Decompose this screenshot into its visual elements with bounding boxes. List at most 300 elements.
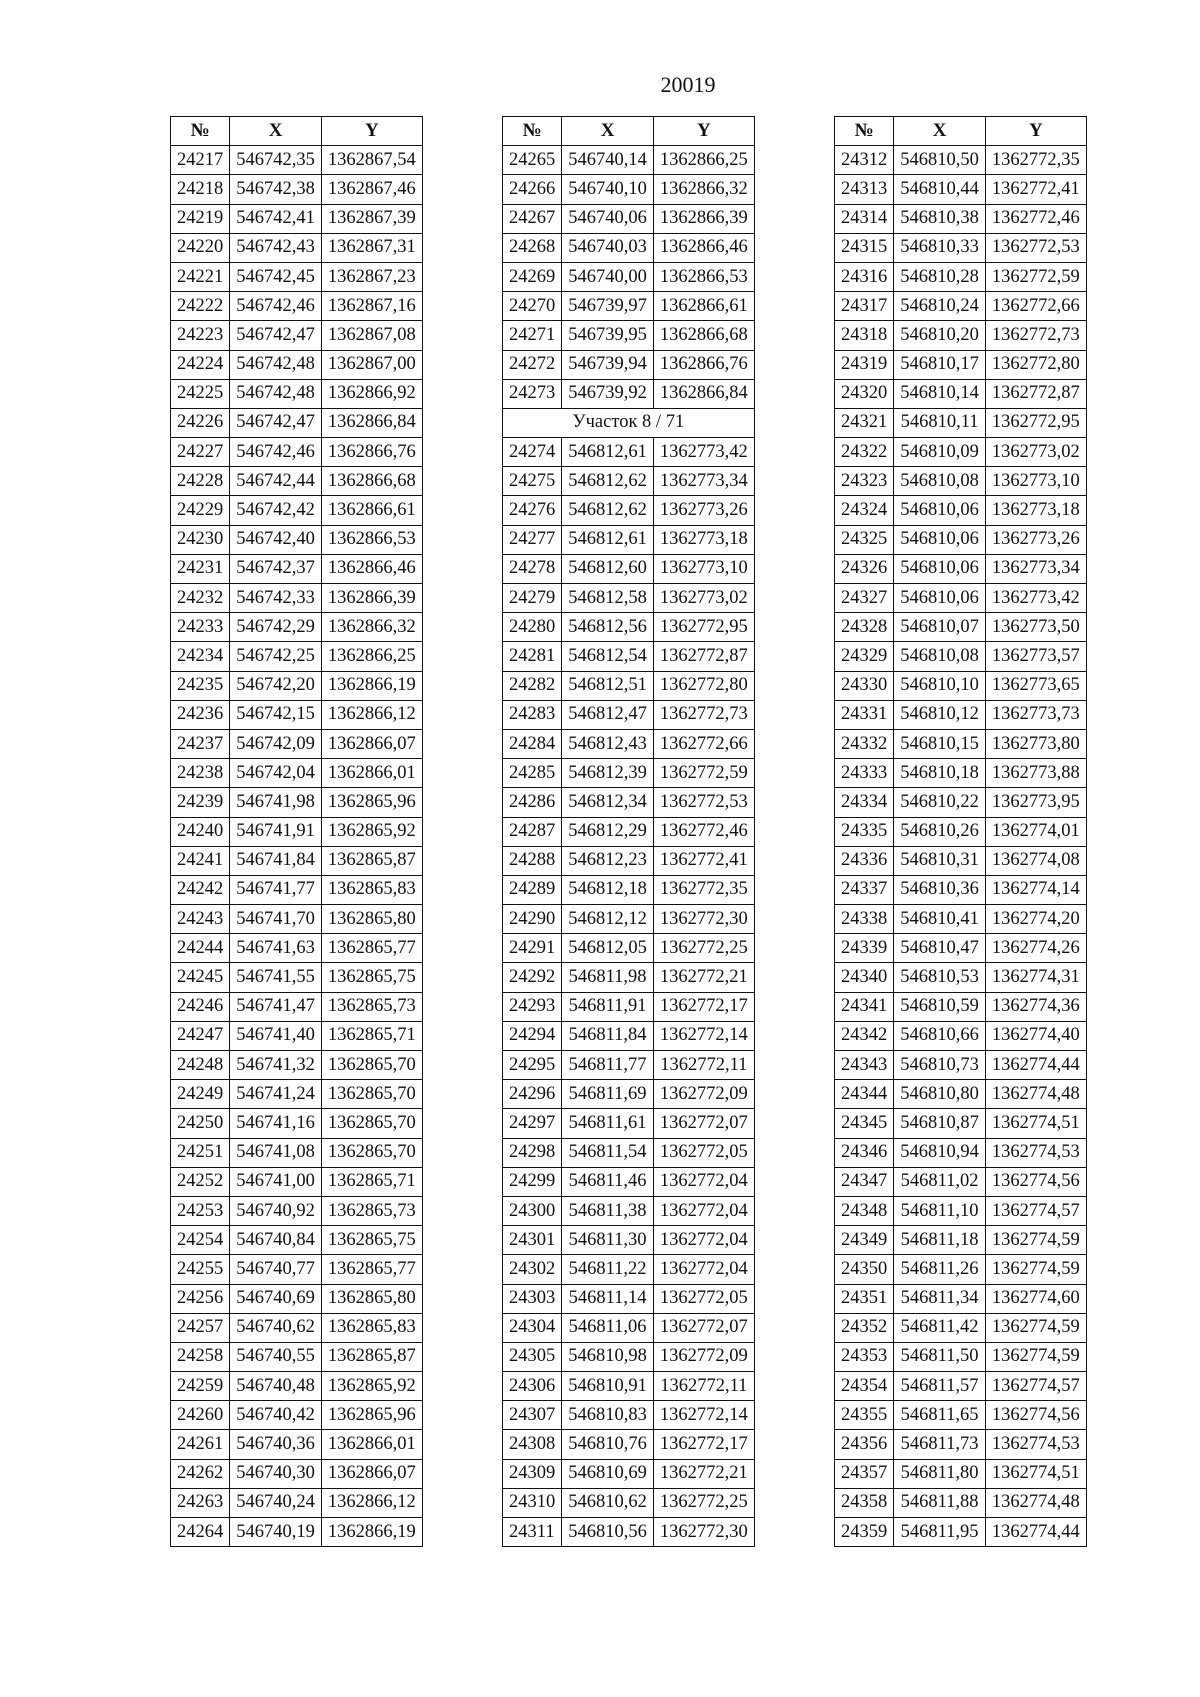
y-coordinate-cell: 1362865,73 (321, 992, 422, 1021)
table-row (171, 963, 423, 992)
table-row (835, 350, 1087, 379)
table-row (171, 438, 423, 467)
x-coordinate-cell: 546810,50 (894, 146, 986, 175)
table-row (835, 963, 1087, 992)
column-header-y: Y (321, 117, 422, 146)
y-coordinate-cell: 1362772,11 (653, 1372, 754, 1401)
point-number-cell: 24295 (503, 1051, 562, 1080)
table-row (171, 584, 423, 613)
table-row (171, 1080, 423, 1109)
table-row (503, 817, 755, 846)
y-coordinate-cell: 1362774,59 (985, 1313, 1086, 1342)
point-number-cell: 24278 (503, 554, 562, 583)
table-row (503, 525, 755, 554)
y-coordinate-cell: 1362772,59 (653, 759, 754, 788)
y-coordinate-cell: 1362866,61 (653, 292, 754, 321)
y-coordinate-cell: 1362774,57 (985, 1372, 1086, 1401)
y-coordinate-cell: 1362772,41 (653, 846, 754, 875)
x-coordinate-cell: 546810,12 (894, 700, 986, 729)
x-coordinate-cell: 546812,56 (562, 613, 654, 642)
point-number-cell: 24300 (503, 1196, 562, 1225)
y-coordinate-cell: 1362866,32 (653, 175, 754, 204)
y-coordinate-cell: 1362772,11 (653, 1051, 754, 1080)
table-row (503, 613, 755, 642)
point-number-cell: 24311 (503, 1518, 562, 1547)
point-number-cell: 24355 (835, 1401, 894, 1430)
point-number-cell: 24338 (835, 905, 894, 934)
y-coordinate-cell: 1362772,14 (653, 1021, 754, 1050)
y-coordinate-cell: 1362865,87 (321, 846, 422, 875)
table-row (503, 262, 755, 291)
table-row (503, 1313, 755, 1342)
x-coordinate-cell: 546811,50 (894, 1342, 986, 1371)
x-coordinate-cell: 546742,40 (230, 525, 322, 554)
table-row (503, 788, 755, 817)
y-coordinate-cell: 1362866,84 (653, 379, 754, 408)
y-coordinate-cell: 1362772,09 (653, 1342, 754, 1371)
y-coordinate-cell: 1362772,35 (985, 146, 1086, 175)
table-row (835, 379, 1087, 408)
table-row (835, 1342, 1087, 1371)
table-row (171, 729, 423, 758)
y-coordinate-cell: 1362772,95 (985, 408, 1086, 437)
point-number-cell: 24304 (503, 1313, 562, 1342)
x-coordinate-cell: 546812,39 (562, 759, 654, 788)
y-coordinate-cell: 1362774,14 (985, 875, 1086, 904)
table-row (171, 321, 423, 350)
table-row (503, 1080, 755, 1109)
point-number-cell: 24345 (835, 1109, 894, 1138)
x-coordinate-cell: 546811,95 (894, 1518, 986, 1547)
point-number-cell: 24336 (835, 846, 894, 875)
y-coordinate-cell: 1362774,53 (985, 1430, 1086, 1459)
table-row (835, 554, 1087, 583)
table-row (503, 496, 755, 525)
point-number-cell: 24273 (503, 379, 562, 408)
point-number-cell: 24350 (835, 1255, 894, 1284)
x-coordinate-cell: 546742,48 (230, 350, 322, 379)
y-coordinate-cell: 1362774,59 (985, 1342, 1086, 1371)
x-coordinate-cell: 546741,24 (230, 1080, 322, 1109)
table-row (171, 1255, 423, 1284)
y-coordinate-cell: 1362865,87 (321, 1342, 422, 1371)
x-coordinate-cell: 546740,30 (230, 1459, 322, 1488)
point-number-cell: 24359 (835, 1518, 894, 1547)
table-row (171, 1372, 423, 1401)
table-row (171, 817, 423, 846)
table-row (503, 584, 755, 613)
x-coordinate-cell: 546810,17 (894, 350, 986, 379)
table-row (835, 525, 1087, 554)
y-coordinate-cell: 1362866,39 (321, 584, 422, 613)
point-number-cell: 24226 (171, 408, 230, 437)
y-coordinate-cell: 1362772,87 (985, 379, 1086, 408)
y-coordinate-cell: 1362866,46 (321, 554, 422, 583)
table-row (835, 204, 1087, 233)
x-coordinate-cell: 546742,09 (230, 729, 322, 758)
table-row (503, 438, 755, 467)
y-coordinate-cell: 1362865,80 (321, 1284, 422, 1313)
x-coordinate-cell: 546741,98 (230, 788, 322, 817)
x-coordinate-cell: 546811,10 (894, 1196, 986, 1225)
point-number-cell: 24291 (503, 934, 562, 963)
point-number-cell: 24307 (503, 1401, 562, 1430)
point-number-cell: 24223 (171, 321, 230, 350)
table-row (503, 642, 755, 671)
x-coordinate-cell: 546810,69 (562, 1459, 654, 1488)
point-number-cell: 24299 (503, 1167, 562, 1196)
table-row (503, 1372, 755, 1401)
x-coordinate-cell: 546811,80 (894, 1459, 986, 1488)
point-number-cell: 24282 (503, 671, 562, 700)
table-row (171, 408, 423, 437)
y-coordinate-cell: 1362773,10 (653, 554, 754, 583)
x-coordinate-cell: 546812,18 (562, 875, 654, 904)
table-row (503, 554, 755, 583)
x-coordinate-cell: 546810,56 (562, 1518, 654, 1547)
point-number-cell: 24245 (171, 963, 230, 992)
point-number-cell: 24315 (835, 233, 894, 262)
y-coordinate-cell: 1362867,00 (321, 350, 422, 379)
table-row (503, 1488, 755, 1517)
y-coordinate-cell: 1362866,19 (321, 1518, 422, 1547)
point-number-cell: 24337 (835, 875, 894, 904)
x-coordinate-cell: 546810,09 (894, 438, 986, 467)
x-coordinate-cell: 546740,19 (230, 1518, 322, 1547)
point-number-cell: 24357 (835, 1459, 894, 1488)
table-row (171, 350, 423, 379)
point-number-cell: 24271 (503, 321, 562, 350)
x-coordinate-cell: 546742,37 (230, 554, 322, 583)
x-coordinate-cell: 546810,87 (894, 1109, 986, 1138)
table-body (835, 146, 1087, 1547)
point-number-cell: 24313 (835, 175, 894, 204)
y-coordinate-cell: 1362772,53 (985, 233, 1086, 262)
column-header-y: Y (653, 117, 754, 146)
x-coordinate-cell: 546810,53 (894, 963, 986, 992)
table-row (835, 846, 1087, 875)
point-number-cell: 24309 (503, 1459, 562, 1488)
point-number-cell: 24316 (835, 262, 894, 291)
y-coordinate-cell: 1362865,71 (321, 1021, 422, 1050)
point-number-cell: 24235 (171, 671, 230, 700)
y-coordinate-cell: 1362773,26 (985, 525, 1086, 554)
table-row (835, 700, 1087, 729)
point-number-cell: 24323 (835, 467, 894, 496)
y-coordinate-cell: 1362772,41 (985, 175, 1086, 204)
y-coordinate-cell: 1362773,02 (653, 584, 754, 613)
y-coordinate-cell: 1362865,77 (321, 1255, 422, 1284)
table-row (171, 525, 423, 554)
table-row (503, 729, 755, 758)
x-coordinate-cell: 546812,05 (562, 934, 654, 963)
table-row (503, 671, 755, 700)
coordinates-table-2 (502, 116, 755, 1547)
y-coordinate-cell: 1362772,87 (653, 642, 754, 671)
table-row (835, 1372, 1087, 1401)
table-row (835, 321, 1087, 350)
y-coordinate-cell: 1362773,18 (985, 496, 1086, 525)
y-coordinate-cell: 1362772,46 (985, 204, 1086, 233)
y-coordinate-cell: 1362865,70 (321, 1138, 422, 1167)
point-number-cell: 24328 (835, 613, 894, 642)
y-coordinate-cell: 1362774,59 (985, 1255, 1086, 1284)
x-coordinate-cell: 546812,12 (562, 905, 654, 934)
point-number-cell: 24252 (171, 1167, 230, 1196)
x-coordinate-cell: 546810,83 (562, 1401, 654, 1430)
x-coordinate-cell: 546810,07 (894, 613, 986, 642)
table-row (171, 642, 423, 671)
table-row (171, 204, 423, 233)
point-number-cell: 24248 (171, 1051, 230, 1080)
x-coordinate-cell: 546741,16 (230, 1109, 322, 1138)
x-coordinate-cell: 546810,94 (894, 1138, 986, 1167)
point-number-cell: 24310 (503, 1488, 562, 1517)
x-coordinate-cell: 546811,77 (562, 1051, 654, 1080)
y-coordinate-cell: 1362772,30 (653, 1518, 754, 1547)
x-coordinate-cell: 546742,45 (230, 262, 322, 291)
table-row (171, 1342, 423, 1371)
y-coordinate-cell: 1362772,05 (653, 1138, 754, 1167)
point-number-cell: 24334 (835, 788, 894, 817)
point-number-cell: 24239 (171, 788, 230, 817)
point-number-cell: 24284 (503, 729, 562, 758)
table-row (503, 1459, 755, 1488)
x-coordinate-cell: 546742,46 (230, 292, 322, 321)
y-coordinate-cell: 1362865,70 (321, 1051, 422, 1080)
point-number-cell: 24250 (171, 1109, 230, 1138)
x-coordinate-cell: 546811,26 (894, 1255, 986, 1284)
x-coordinate-cell: 546742,04 (230, 759, 322, 788)
y-coordinate-cell: 1362865,83 (321, 875, 422, 904)
y-coordinate-cell: 1362865,73 (321, 1196, 422, 1225)
point-number-cell: 24247 (171, 1021, 230, 1050)
table-row (171, 788, 423, 817)
table-row (171, 292, 423, 321)
point-number-cell: 24228 (171, 467, 230, 496)
x-coordinate-cell: 546741,00 (230, 1167, 322, 1196)
x-coordinate-cell: 546810,08 (894, 642, 986, 671)
point-number-cell: 24237 (171, 729, 230, 758)
x-coordinate-cell: 546741,40 (230, 1021, 322, 1050)
header-row (503, 117, 755, 146)
coordinates-table-3 (834, 116, 1087, 1547)
point-number-cell: 24308 (503, 1430, 562, 1459)
x-coordinate-cell: 546740,03 (562, 233, 654, 262)
table-row (835, 875, 1087, 904)
table-row (171, 379, 423, 408)
y-coordinate-cell: 1362774,40 (985, 1021, 1086, 1050)
table-row (835, 1459, 1087, 1488)
table-row (171, 262, 423, 291)
x-coordinate-cell: 546742,38 (230, 175, 322, 204)
y-coordinate-cell: 1362865,83 (321, 1313, 422, 1342)
point-number-cell: 24218 (171, 175, 230, 204)
point-number-cell: 24286 (503, 788, 562, 817)
table-row (835, 759, 1087, 788)
y-coordinate-cell: 1362773,73 (985, 700, 1086, 729)
table-row (171, 700, 423, 729)
table-row (835, 905, 1087, 934)
point-number-cell: 24320 (835, 379, 894, 408)
x-coordinate-cell: 546812,61 (562, 525, 654, 554)
table-row (171, 1021, 423, 1050)
x-coordinate-cell: 546812,58 (562, 584, 654, 613)
table-row (503, 759, 755, 788)
x-coordinate-cell: 546740,69 (230, 1284, 322, 1313)
table-row (171, 1430, 423, 1459)
x-coordinate-cell: 546811,91 (562, 992, 654, 1021)
table-row (171, 496, 423, 525)
y-coordinate-cell: 1362772,80 (985, 350, 1086, 379)
table-row (171, 1488, 423, 1517)
y-coordinate-cell: 1362866,53 (653, 262, 754, 291)
x-coordinate-cell: 546810,14 (894, 379, 986, 408)
y-coordinate-cell: 1362865,70 (321, 1080, 422, 1109)
x-coordinate-cell: 546740,84 (230, 1226, 322, 1255)
y-coordinate-cell: 1362866,61 (321, 496, 422, 525)
point-number-cell: 24292 (503, 963, 562, 992)
x-coordinate-cell: 546812,34 (562, 788, 654, 817)
x-coordinate-cell: 546741,91 (230, 817, 322, 846)
x-coordinate-cell: 546811,61 (562, 1109, 654, 1138)
point-number-cell: 24234 (171, 642, 230, 671)
point-number-cell: 24275 (503, 467, 562, 496)
y-coordinate-cell: 1362772,30 (653, 905, 754, 934)
x-coordinate-cell: 546810,31 (894, 846, 986, 875)
y-coordinate-cell: 1362867,31 (321, 233, 422, 262)
x-coordinate-cell: 546741,55 (230, 963, 322, 992)
point-number-cell: 24265 (503, 146, 562, 175)
table-row (835, 1080, 1087, 1109)
y-coordinate-cell: 1362773,34 (653, 467, 754, 496)
y-coordinate-cell: 1362866,07 (321, 1459, 422, 1488)
table-row (503, 146, 755, 175)
point-number-cell: 24331 (835, 700, 894, 729)
x-coordinate-cell: 546812,23 (562, 846, 654, 875)
table-row (503, 1109, 755, 1138)
y-coordinate-cell: 1362773,42 (985, 584, 1086, 613)
x-coordinate-cell: 546810,36 (894, 875, 986, 904)
point-number-cell: 24327 (835, 584, 894, 613)
header-row (171, 117, 423, 146)
table-row (171, 1284, 423, 1313)
point-number-cell: 24241 (171, 846, 230, 875)
table-row (503, 379, 755, 408)
y-coordinate-cell: 1362773,50 (985, 613, 1086, 642)
table-row (171, 875, 423, 904)
y-coordinate-cell: 1362774,53 (985, 1138, 1086, 1167)
x-coordinate-cell: 546741,70 (230, 905, 322, 934)
x-coordinate-cell: 546740,24 (230, 1488, 322, 1517)
x-coordinate-cell: 546740,10 (562, 175, 654, 204)
point-number-cell: 24352 (835, 1313, 894, 1342)
column-header-x: X (894, 117, 986, 146)
x-coordinate-cell: 546812,51 (562, 671, 654, 700)
y-coordinate-cell: 1362772,14 (653, 1401, 754, 1430)
point-number-cell: 24294 (503, 1021, 562, 1050)
y-coordinate-cell: 1362772,21 (653, 963, 754, 992)
point-number-cell: 24217 (171, 146, 230, 175)
y-coordinate-cell: 1362772,80 (653, 671, 754, 700)
x-coordinate-cell: 546740,92 (230, 1196, 322, 1225)
y-coordinate-cell: 1362866,92 (321, 379, 422, 408)
point-number-cell: 24263 (171, 1488, 230, 1517)
y-coordinate-cell: 1362867,46 (321, 175, 422, 204)
y-coordinate-cell: 1362865,70 (321, 1109, 422, 1138)
x-coordinate-cell: 546811,98 (562, 963, 654, 992)
x-coordinate-cell: 546742,46 (230, 438, 322, 467)
table-row (503, 1196, 755, 1225)
x-coordinate-cell: 546740,14 (562, 146, 654, 175)
point-number-cell: 24335 (835, 817, 894, 846)
table-row (171, 1459, 423, 1488)
table-row (835, 613, 1087, 642)
point-number-cell: 24344 (835, 1080, 894, 1109)
x-coordinate-cell: 546812,29 (562, 817, 654, 846)
point-number-cell: 24269 (503, 262, 562, 291)
table-row (503, 233, 755, 262)
point-number-cell: 24230 (171, 525, 230, 554)
table-row (503, 846, 755, 875)
table-row (835, 1313, 1087, 1342)
x-coordinate-cell: 546811,65 (894, 1401, 986, 1430)
table-row (171, 671, 423, 700)
table-row (171, 1196, 423, 1225)
point-number-cell: 24348 (835, 1196, 894, 1225)
point-number-cell: 24322 (835, 438, 894, 467)
table-row (503, 175, 755, 204)
x-coordinate-cell: 546810,47 (894, 934, 986, 963)
point-number-cell: 24354 (835, 1372, 894, 1401)
point-number-cell: 24238 (171, 759, 230, 788)
x-coordinate-cell: 546810,24 (894, 292, 986, 321)
table-row (171, 934, 423, 963)
x-coordinate-cell: 546812,62 (562, 467, 654, 496)
y-coordinate-cell: 1362772,73 (653, 700, 754, 729)
column-header-number: № (171, 117, 230, 146)
table-row (835, 1255, 1087, 1284)
x-coordinate-cell: 546740,36 (230, 1430, 322, 1459)
table-row (503, 1401, 755, 1430)
x-coordinate-cell: 546811,22 (562, 1255, 654, 1284)
table-row (171, 1051, 423, 1080)
x-coordinate-cell: 546810,66 (894, 1021, 986, 1050)
x-coordinate-cell: 546810,06 (894, 554, 986, 583)
y-coordinate-cell: 1362774,08 (985, 846, 1086, 875)
x-coordinate-cell: 546812,54 (562, 642, 654, 671)
y-coordinate-cell: 1362772,04 (653, 1196, 754, 1225)
point-number-cell: 24289 (503, 875, 562, 904)
point-number-cell: 24268 (503, 233, 562, 262)
x-coordinate-cell: 546811,18 (894, 1226, 986, 1255)
point-number-cell: 24339 (835, 934, 894, 963)
point-number-cell: 24332 (835, 729, 894, 758)
table-row (171, 846, 423, 875)
x-coordinate-cell: 546810,28 (894, 262, 986, 291)
table-row (503, 905, 755, 934)
table-row (503, 700, 755, 729)
table-row (835, 992, 1087, 1021)
point-number-cell: 24349 (835, 1226, 894, 1255)
table-row (835, 671, 1087, 700)
point-number-cell: 24253 (171, 1196, 230, 1225)
y-coordinate-cell: 1362866,76 (321, 438, 422, 467)
point-number-cell: 24232 (171, 584, 230, 613)
table-row (835, 729, 1087, 758)
table-row (835, 1196, 1087, 1225)
point-number-cell: 24219 (171, 204, 230, 233)
